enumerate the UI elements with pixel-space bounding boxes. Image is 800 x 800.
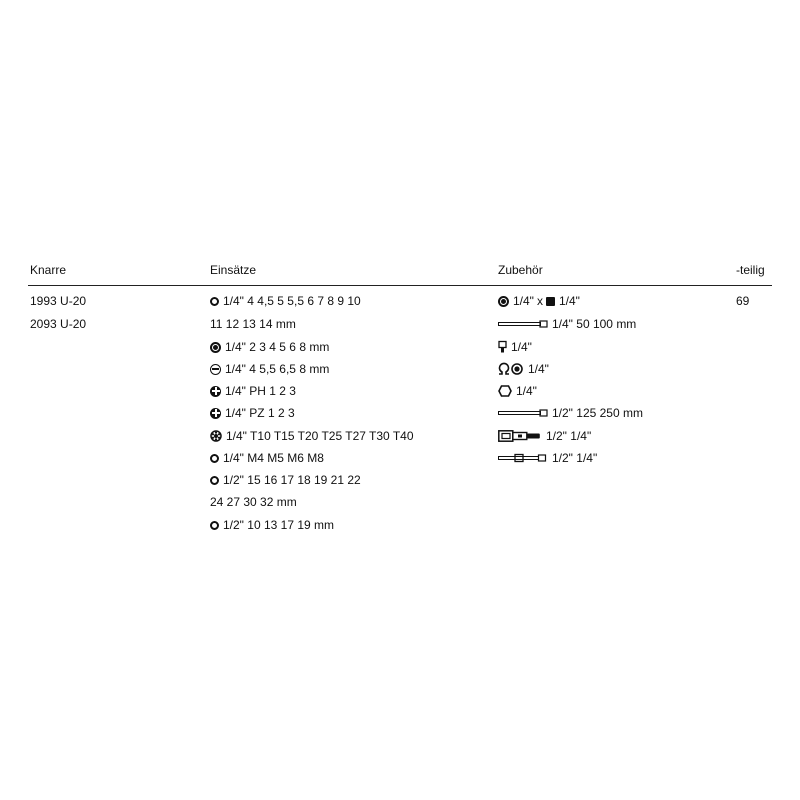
zubehoer-row <box>498 362 549 376</box>
hex-socket-ring-icon <box>210 297 219 306</box>
zubehoer-text: 1/2" 1/4" <box>546 429 592 443</box>
zubehoer-text: 1/4" <box>513 294 534 308</box>
torx-bit-icon <box>210 430 222 442</box>
socket-ring-icon <box>210 521 219 530</box>
einsaetze-text: 11 12 13 14 mm <box>210 317 296 331</box>
zubehoer-row <box>498 384 537 398</box>
zubehoer-row <box>498 317 636 331</box>
einsaetze-row <box>210 317 296 331</box>
spinner-handle-icon <box>498 363 524 375</box>
zubehoer-text: 1/2" 1/4" <box>552 451 598 465</box>
einsaetze-text: 1/4" PH 1 2 3 <box>225 384 296 398</box>
socket-ring-icon <box>210 476 219 485</box>
bit-holder-icon <box>498 341 507 353</box>
square-drive-icon <box>546 297 555 306</box>
einsaetze-text: 1/2" 10 13 17 19 mm <box>223 518 334 532</box>
header-zubehoer: Zubehör <box>498 263 543 277</box>
teilig-count: 69 <box>736 294 750 308</box>
zubehoer-text: 1/4" <box>516 384 537 398</box>
einsaetze-text: 1/4" T10 T15 T20 T25 T27 T30 T40 <box>226 429 414 443</box>
zubehoer-text: 1/4" <box>511 340 532 354</box>
einsaetze-text: 1/4" PZ 1 2 3 <box>225 406 295 420</box>
einsaetze-row <box>210 362 329 376</box>
zubehoer-row <box>498 406 643 420</box>
einsaetze-text: 24 27 30 32 mm <box>210 495 297 509</box>
einsaetze-row <box>210 518 334 532</box>
einsaetze-row <box>210 451 324 465</box>
einsaetze-text: 1/4" M4 M5 M6 M8 <box>223 451 324 465</box>
header-teilig: -teilig <box>736 263 765 277</box>
zubehoer-text: 1/4" <box>558 294 580 308</box>
einsaetze-text: 1/4" 2 3 4 5 6 8 mm <box>225 340 330 354</box>
t-handle-icon <box>498 453 548 463</box>
zubehoer-text: 1/4" 50 100 mm <box>552 317 637 331</box>
header-einsaetze: Einsätze <box>210 263 257 277</box>
phillips-bit-icon <box>210 386 221 397</box>
zubehoer-text: 1/4" <box>528 362 549 376</box>
zubehoer-text: 1/2" 125 250 mm <box>552 406 643 420</box>
header-knarre: Knarre <box>30 263 67 277</box>
slotted-bit-icon <box>210 364 221 375</box>
einsaetze-row <box>210 495 297 509</box>
zubehoer-row <box>498 340 532 354</box>
extension-bar-icon <box>498 320 548 328</box>
einsaetze-row <box>210 429 414 443</box>
extension-bar-icon <box>498 409 548 417</box>
einsaetze-row <box>210 473 361 487</box>
einsaetze-row <box>210 406 295 420</box>
einsaetze-text: 1/2" 15 16 17 18 19 21 22 <box>223 473 361 487</box>
einsaetze-row <box>210 384 296 398</box>
zubehoer-row <box>498 451 597 465</box>
zubehoer-separator: x <box>536 294 543 308</box>
pozidriv-bit-icon <box>210 408 221 419</box>
einsaetze-text: 1/4" 4 4,5 5 5,5 6 7 8 9 10 <box>223 294 361 308</box>
einsaetze-row <box>210 340 329 354</box>
zubehoer-row <box>498 429 591 443</box>
socket-ring-icon <box>210 454 219 463</box>
zubehoer-row <box>498 294 580 308</box>
knarre-item: 1993 U-20 <box>30 294 87 308</box>
hex-adapter-icon <box>498 385 512 397</box>
hex-bit-icon <box>210 342 221 353</box>
adapter-reducer-icon <box>498 430 542 442</box>
header-divider <box>28 285 772 286</box>
einsaetze-text: 1/4" 4 5,5 6,5 8 mm <box>225 362 330 376</box>
knarre-item: 2093 U-20 <box>30 317 87 331</box>
einsaetze-row <box>210 294 361 308</box>
bit-adapter-icon <box>498 296 509 307</box>
